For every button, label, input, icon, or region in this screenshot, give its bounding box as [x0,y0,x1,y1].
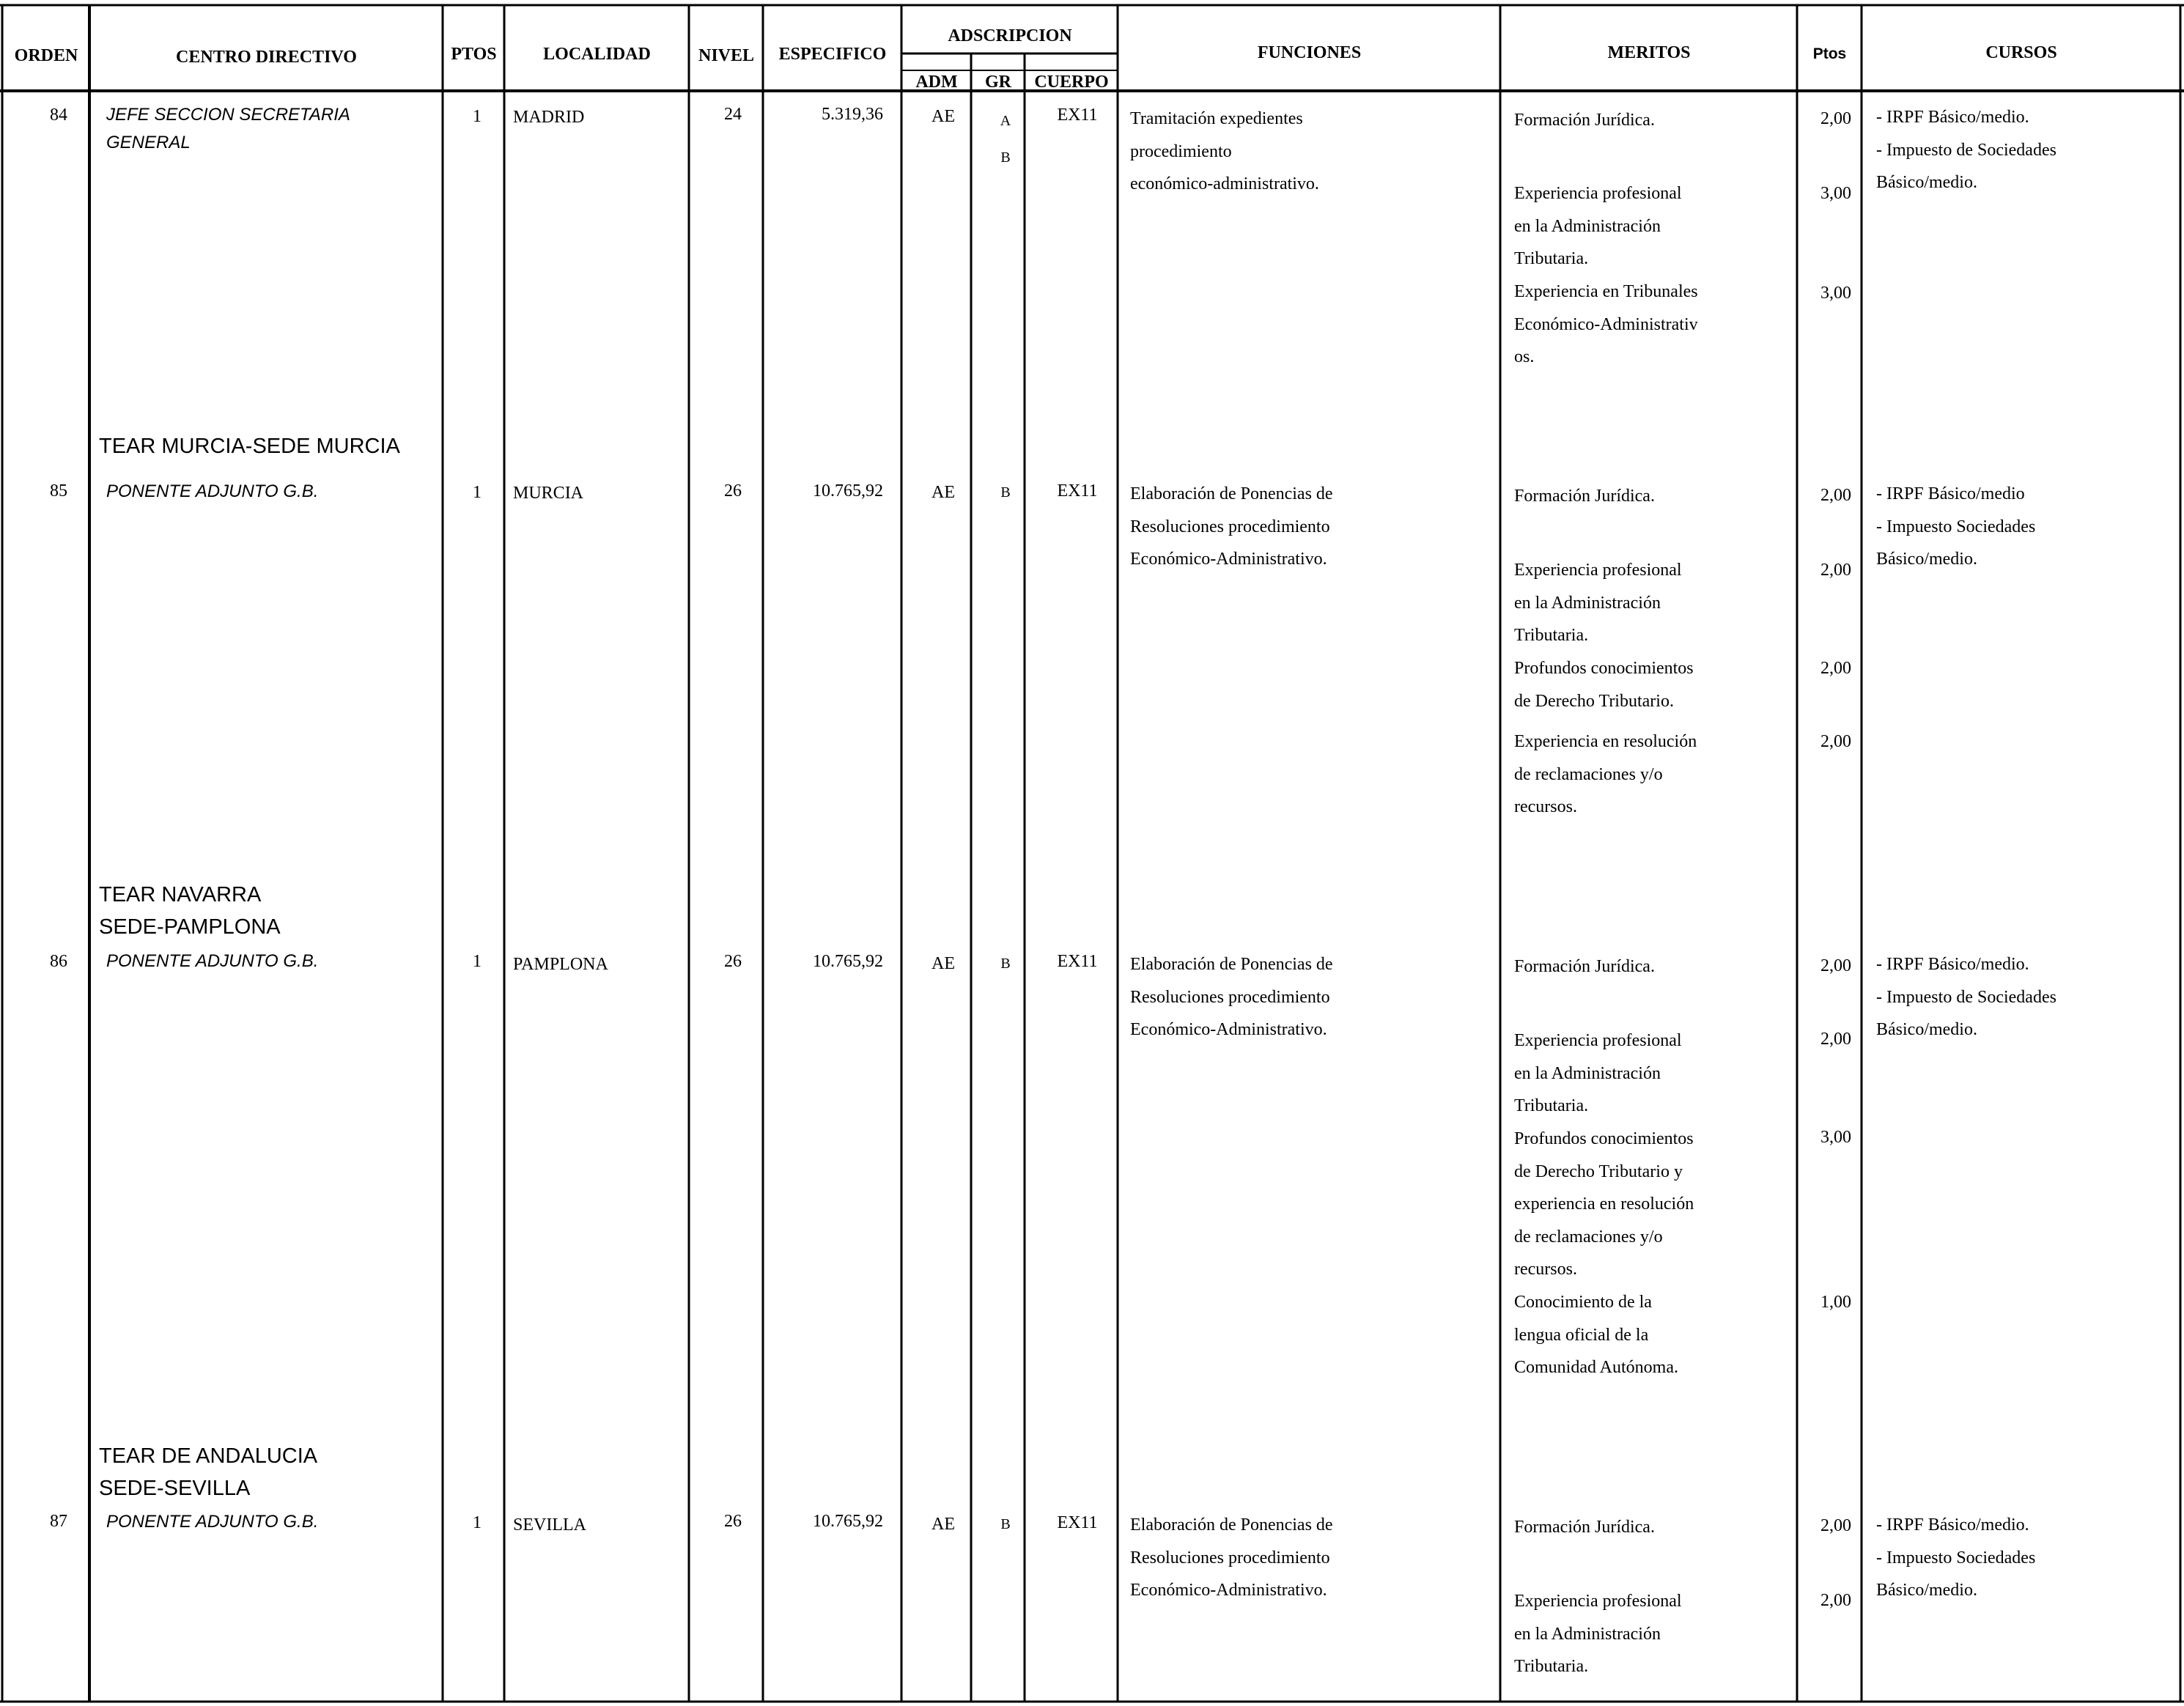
group-heading: TEAR DE ANDALUCIA SEDE-SEVILLA [99,1444,318,1500]
especifico-cell: 10.765,92 [813,952,883,971]
cargo-cell: PONENTE ADJUNTO G.B. [106,481,319,501]
cuerpo-cell: EX11 [1057,952,1098,971]
especifico-cell: 10.765,92 [813,481,883,501]
cargo-cell: JEFE SECCION SECRETARIA GENERAL [106,105,350,152]
adm-cell: AE [931,954,955,973]
merito-ptos: 1,00 [1820,1293,1851,1312]
merito-text: Experiencia profesional en la Administración Tributaria. [1514,184,1682,268]
nivel-cell: 26 [724,481,742,501]
header-cuerpo: CUERPO [1034,73,1109,92]
merito-text: Experiencia profesional en la Administración Tributaria. [1514,561,1682,645]
header-adm: ADM [915,73,958,92]
header-centro-directivo: CENTRO DIRECTIVO [176,48,357,67]
header-ptos: PTOS [451,45,497,64]
ptos-cell: 1 [473,483,482,502]
merito-text: Experiencia profesional en la Administración Tributaria. [1514,1031,1682,1115]
merito-ptos: 3,00 [1820,284,1851,303]
cursos-cell: - IRPF Básico/medio - Impuesto Sociedades Básico/medio. [1876,484,2036,569]
cursos-cell: - IRPF Básico/medio. - Impuesto de Sociedades Básico/medio. [1876,108,2056,192]
adm-cell: AE [931,1515,955,1534]
header-orden: ORDEN [14,46,78,65]
especifico-cell: 5.319,36 [822,105,883,124]
header-gr: GR [985,73,1011,92]
localidad-cell: MADRID [513,108,585,127]
orden-cell: 84 [50,106,67,125]
cargo-cell: PONENTE ADJUNTO G.B. [106,951,319,971]
merito-ptos: 2,00 [1820,659,1851,678]
ptos-cell: 1 [473,952,482,971]
header-nivel: NIVEL [698,46,755,65]
merito-ptos: 2,00 [1820,1591,1851,1610]
header-localidad: LOCALIDAD [543,45,651,64]
header-adscripcion: ADSCRIPCION [948,26,1072,45]
merito-ptos: 2,00 [1820,1516,1851,1535]
orden-cell: 85 [50,481,67,501]
merito-text: Formación Jurídica. [1514,957,1655,976]
group-heading: TEAR NAVARRA SEDE-PAMPLONA [99,883,281,939]
localidad-cell: SEVILLA [513,1515,586,1535]
orden-cell: 87 [50,1512,67,1531]
ptos-cell: 1 [473,1513,482,1532]
gr-cell: B [1000,484,1011,501]
merito-text: Conocimiento de la lengua oficial de la Comunidad Autónoma. [1514,1293,1678,1377]
ptos-cell: 1 [473,107,482,126]
adm-cell: AE [931,107,955,126]
gr-cell: B [1000,1516,1011,1532]
header-cursos: CURSOS [1985,43,2057,62]
merito-ptos: 2,00 [1820,956,1851,975]
merito-text: Formación Jurídica. [1514,1518,1655,1537]
especifico-cell: 10.765,92 [813,1512,883,1531]
merito-text: Formación Jurídica. [1514,487,1655,506]
funciones-cell: Elaboración de Ponencias de Resoluciones procedimiento Económico-Administrativo. [1130,955,1333,1039]
merito-ptos: 3,00 [1820,1128,1851,1147]
cuerpo-cell: EX11 [1057,481,1098,501]
gr-cell: B [1000,956,1011,972]
merito-text: Profundos conocimientos de Derecho Tributario y experiencia en resolución de reclamaciones y/o recursos. [1514,1129,1694,1279]
cuerpo-cell: EX11 [1057,1513,1098,1532]
nivel-cell: 26 [724,952,742,971]
merito-text: Formación Jurídica. [1514,111,1655,130]
localidad-cell: MURCIA [513,484,584,503]
funciones-cell: Elaboración de Ponencias de Resoluciones procedimiento Económico-Administrativo. [1130,1515,1333,1600]
adm-cell: AE [931,483,955,502]
funciones-cell: Elaboración de Ponencias de Resoluciones procedimiento Económico-Administrativo. [1130,484,1333,569]
merito-ptos: 3,00 [1820,184,1851,203]
group-heading: TEAR MURCIA-SEDE MURCIA [99,435,400,458]
gr-cell: A B [1000,113,1011,166]
header-meritos: MERITOS [1607,43,1691,62]
merito-ptos: 2,00 [1820,1030,1851,1049]
header-especifico: ESPECIFICO [778,45,887,64]
merito-ptos: 2,00 [1820,732,1851,751]
merito-ptos: 2,00 [1820,109,1851,128]
funciones-cell: Tramitación expedientes procedimiento económico-administrativo. [1130,109,1319,193]
cursos-cell: - IRPF Básico/medio. - Impuesto Sociedades Básico/medio. [1876,1515,2036,1600]
nivel-cell: 24 [724,105,742,124]
header-ptos-meritos: Ptos [1812,45,1847,62]
merito-ptos: 2,00 [1820,486,1851,505]
localidad-cell: PAMPLONA [513,955,608,974]
merito-ptos: 2,00 [1820,561,1851,580]
cargo-cell: PONENTE ADJUNTO G.B. [106,1512,319,1532]
nivel-cell: 26 [724,1512,742,1531]
merito-text: Experiencia en Tribunales Económico-Administrativ os. [1514,282,1698,366]
merito-text: Experiencia en resolución de reclamaciones y/o recursos. [1514,732,1697,816]
cuerpo-cell: EX11 [1057,106,1098,125]
merito-text: Experiencia profesional en la Administración Tributaria. [1514,1592,1682,1676]
header-funciones: FUNCIONES [1257,43,1362,62]
cursos-cell: - IRPF Básico/medio. - Impuesto de Sociedades Básico/medio. [1876,955,2056,1039]
merito-text: Profundos conocimientos de Derecho Tributario. [1514,659,1694,711]
orden-cell: 86 [50,952,67,971]
